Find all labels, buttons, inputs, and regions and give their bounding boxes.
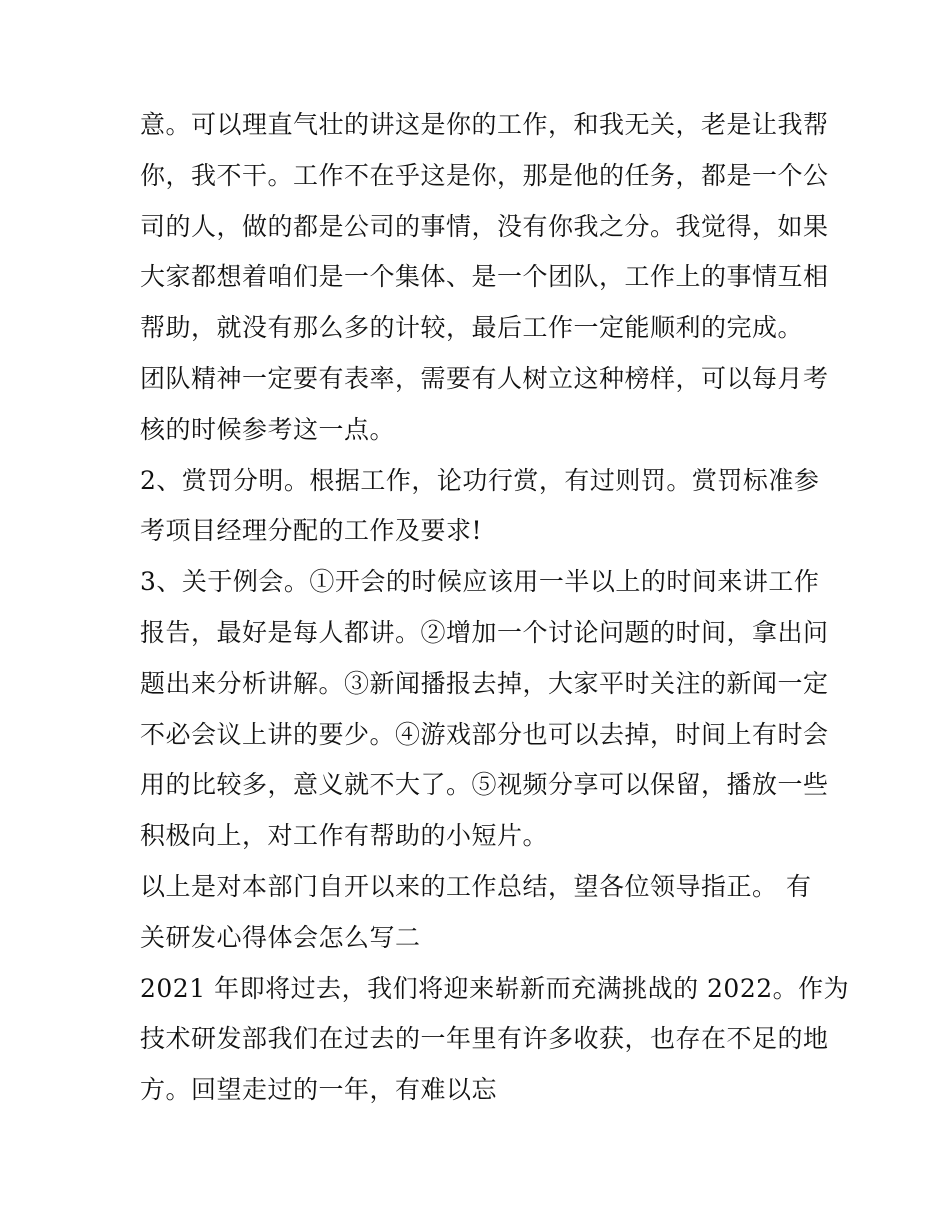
text-line: 团队精神一定要有表率，需要有人树立这种榜样，可以每月考: [140, 363, 829, 393]
text-line: 关研发心得体会怎么写二: [140, 922, 421, 952]
text-line: 用的比较多，意义就不大了。⑤视频分享可以保留，播放一些: [140, 770, 829, 800]
text-line: 不必会议上讲的要少。④游戏部分也可以去掉，时间上有时会: [140, 719, 829, 749]
text-line: 司的人，做的都是公司的事情，没有你我之分。我觉得，如果: [140, 211, 829, 241]
text-line: 2021 年即将过去，我们将迎来崭新而充满挑战的 2022。作为: [140, 973, 850, 1003]
text-line: 方。回望走过的一年，有难以忘: [140, 1075, 498, 1105]
text-line: 报告，最好是每人都讲。②增加一个讨论问题的时间，拿出问: [140, 617, 829, 647]
text-line: 3、关于例会。①开会的时候应该用一半以上的时间来讲工作: [140, 567, 820, 597]
text-line: 2、赏罚分明。根据工作，论功行赏，有过则罚。赏罚标准参: [140, 465, 820, 495]
text-line: 积极向上，对工作有帮助的小短片。: [140, 821, 549, 851]
text-line: 意。可以理直气壮的讲这是你的工作，和我无关，老是让我帮: [140, 110, 829, 139]
document-body: [140, 100, 850, 1116]
text-line: 题出来分析讲解。③新闻播报去掉，大家平时关注的新闻一定: [140, 668, 829, 698]
text-line: 考项目经理分配的工作及要求!: [140, 516, 483, 546]
text-line: 技术研发部我们在过去的一年里有许多收获，也存在不足的地: [140, 1024, 829, 1054]
text-line: 你，我不干。工作不在乎这是你，那是他的任务，都是一个公: [140, 160, 829, 190]
text-line: 核的时候参考这一点。: [140, 414, 396, 444]
text-line: 帮助，就没有那么多的计较，最后工作一定能顺利的完成。: [140, 313, 804, 343]
text-line: 大家都想着咱们是一个集体、是一个团队，工作上的事情互相: [140, 262, 829, 292]
text-line: 以上是对本部门自开以来的工作总结，望各位领导指正。 有: [140, 871, 812, 901]
